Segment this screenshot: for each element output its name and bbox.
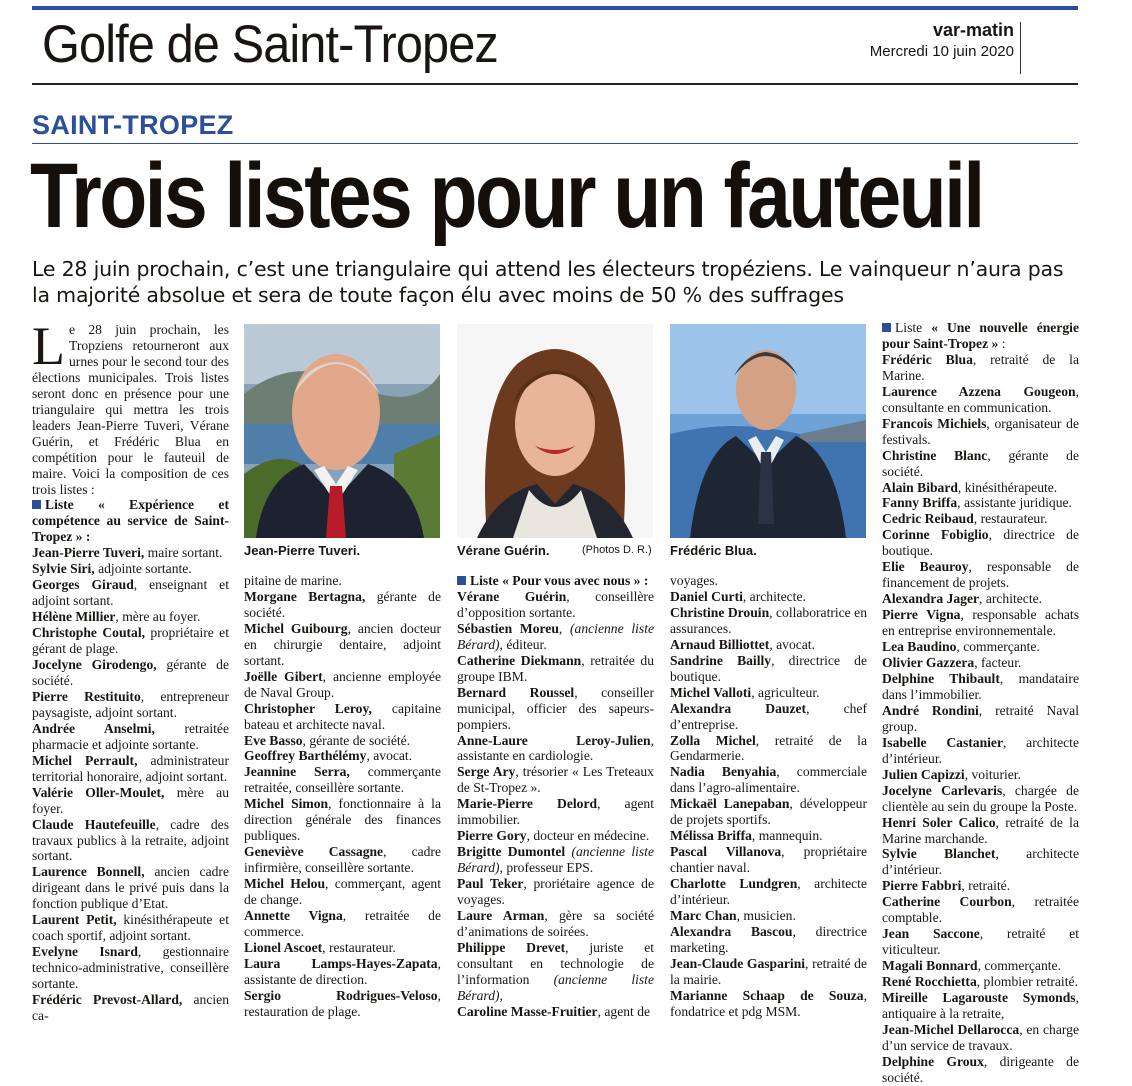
- candidate-role: , mère au foyer.: [115, 609, 201, 625]
- candidate-name: Lionel Ascoet: [244, 939, 323, 955]
- candidate-entry: [882, 527, 1079, 559]
- candidate-name: Jeannine Serra,: [244, 764, 350, 780]
- candidate-name: Annette Vigna: [244, 908, 343, 924]
- candidate-entry: [457, 1004, 654, 1020]
- candidate-name: Pierre Vigna: [882, 607, 961, 623]
- candidate-name: René Rocchietta: [882, 974, 977, 990]
- candidate-entry: [670, 924, 867, 956]
- candidate-entry: [882, 926, 1079, 958]
- kicker-rule: [32, 143, 1078, 144]
- candidate-entry: [882, 352, 1079, 384]
- candidate-role: ,: [558, 620, 571, 636]
- candidate-name: Laure Arman: [457, 908, 545, 924]
- candidate-name: Marc Chan: [670, 908, 737, 924]
- candidate-name: Michel Valloti: [670, 684, 752, 700]
- candidate-role: , assistante en cardiologie.: [457, 732, 654, 764]
- candidate-name: Alexandra Bascou: [670, 923, 793, 939]
- candidate-entry: [882, 1022, 1079, 1054]
- candidate-entry: [670, 573, 867, 589]
- candidate-entry: [244, 876, 441, 908]
- candidate-entry: [32, 689, 229, 721]
- candidate-entry: [670, 908, 867, 924]
- candidate-entry: [882, 735, 1079, 767]
- candidate-role: , restaurateur.: [973, 511, 1048, 527]
- candidate-name: Mélissa Briffa: [670, 828, 752, 844]
- candidate-role: , consultante en communication.: [882, 383, 1079, 415]
- candidate-name: Pascal Villanova: [670, 844, 782, 860]
- candidate-entry: [457, 589, 654, 621]
- top-accent-bar: [32, 6, 1078, 10]
- candidate-name: Brigitte Dumontel: [457, 844, 566, 860]
- header-rule: [32, 83, 1078, 85]
- candidate-name: Christine Blanc: [882, 447, 988, 463]
- candidate-entry: [244, 764, 441, 796]
- candidate-name: Alain Bibard: [882, 479, 958, 495]
- candidate-role: , gestionnaire technico-administrative, conseillère sortante.: [32, 944, 230, 992]
- candidate-entry: [670, 828, 867, 844]
- candidate-name: Catherine Diekmann: [457, 652, 582, 668]
- candidate-name: Evelyne Isnard: [32, 944, 138, 960]
- candidate-name: Georges Giraud: [32, 577, 134, 593]
- candidate-name: Morgane Bertagna,: [244, 588, 366, 604]
- photo-jean-pierre-tuveri: [244, 324, 440, 538]
- candidate-role: , chargée de clientèle au sein du groupe la Poste.: [882, 782, 1079, 814]
- candidate-entry: [882, 783, 1079, 815]
- candidate-name: Geneviève Cassagne: [244, 844, 384, 860]
- candidate-entry: [244, 701, 441, 733]
- candidate-role: , plombier retraité.: [976, 974, 1078, 990]
- candidate-role: kinésithérapeute et coach sportif, adjoint sortant.: [32, 912, 229, 944]
- candidate-role: maire sortant.: [144, 545, 223, 561]
- candidate-role: , assistante juridique.: [957, 495, 1072, 511]
- candidate-entry: [457, 621, 654, 653]
- candidate-name: Christopher Leroy,: [244, 700, 372, 716]
- candidate-name: Jocelyne Girodengo,: [32, 657, 157, 673]
- candidate-role: , dirigeante de société.: [882, 1053, 1079, 1085]
- article-column-4: [670, 573, 867, 1020]
- list-title-pourvous: Liste « Pour vous avec nous » :: [457, 573, 654, 589]
- candidate-entry: [670, 764, 867, 796]
- candidate-name: Laurence Azzena Gougeon: [882, 383, 1076, 399]
- bullet-square-icon: [32, 500, 41, 509]
- candidate-name: Philippe Drevet: [457, 939, 566, 955]
- candidate-role: , propriétaire chantier naval.: [670, 844, 867, 876]
- candidate-entry: [32, 944, 229, 992]
- candidate-entry: [670, 589, 867, 605]
- caption-guerin: Vérane Guérin.: [457, 543, 550, 558]
- candidate-role-end: , professeur EPS.: [499, 860, 594, 876]
- candidate-role: , facteur.: [974, 655, 1022, 671]
- candidate-entry: [882, 559, 1079, 591]
- candidate-name: Laurence Bonnell,: [32, 864, 145, 880]
- caption-blua: Frédéric Blua.: [670, 543, 757, 558]
- candidate-name: Sylvie Siri,: [32, 561, 95, 577]
- candidate-role: , antiquaire à la retraite,: [882, 990, 1079, 1021]
- candidate-role: , retraité et viticulteur.: [882, 926, 1079, 958]
- article-column-3: [457, 573, 654, 1020]
- candidate-role: , directrice de boutique.: [882, 527, 1079, 559]
- candidate-role: administrateur territorial honoraire, adjoint sortant.: [32, 752, 230, 784]
- candidate-role: , architecte.: [742, 588, 806, 604]
- candidate-role: , directrice de boutique.: [670, 652, 868, 684]
- candidate-role: , avocat.: [769, 636, 815, 652]
- candidate-role: , gérante de société.: [302, 732, 411, 748]
- candidate-name: Daniel Curti: [670, 588, 743, 604]
- candidate-name: Cedric Reibaud: [882, 511, 974, 527]
- candidate-entry: [244, 573, 441, 589]
- candidate-name: Jean Saccone: [882, 926, 980, 942]
- candidate-entry: [882, 990, 1079, 1022]
- candidate-role: , commerciale dans l’agro-alimentaire.: [670, 764, 867, 796]
- photo-credit: (Photos D. R.): [582, 544, 652, 556]
- candidate-role: , assistante de direction.: [244, 955, 441, 987]
- candidate-entry: [670, 733, 867, 765]
- candidate-name: Serge Ary: [457, 764, 516, 780]
- candidate-name: Joëlle Gibert: [244, 668, 323, 684]
- candidate-name: Pierre Gory: [457, 828, 527, 844]
- candidate-name: Laurent Petit,: [32, 912, 117, 928]
- candidate-note: (ancienne liste Bérard): [457, 844, 654, 876]
- candidate-entry: [457, 653, 654, 685]
- candidate-name: Pierre Fabbri: [882, 878, 962, 894]
- candidate-role: , entrepreneur paysagiste, adjoint sortant.: [32, 688, 229, 720]
- bullet-square-icon: [457, 576, 466, 585]
- candidate-role: , agriculteur.: [751, 684, 820, 700]
- candidate-role: , avocat.: [366, 748, 413, 764]
- candidate-role: , retraité.: [961, 878, 1011, 894]
- candidate-name: Alexandra Dauzet: [670, 700, 807, 716]
- candidate-role: , architecte d’intérieur.: [882, 734, 1079, 766]
- candidate-name: Mickaël Lanepaban: [670, 796, 790, 812]
- candidate-name: Mireille Lagarouste Symonds: [882, 990, 1076, 1006]
- candidate-entry: [457, 876, 654, 908]
- candidate-entry: [882, 639, 1079, 655]
- candidate-name: Andrée Anselmi,: [32, 720, 155, 736]
- candidate-name: Jocelyne Carlevaris: [882, 782, 1003, 798]
- candidate-name: Delphine Thibault: [882, 670, 1000, 686]
- candidate-role: , ancien docteur en chirurgie dentaire, adjoint sortant.: [244, 620, 441, 668]
- candidate-role: commerçante retraitée, conseillère sortante.: [244, 764, 441, 796]
- candidate-role: , chef d’entreprise.: [670, 700, 867, 732]
- candidate-name: Caroline Masse-Fruitier: [457, 1003, 598, 1019]
- candidate-role: , architecte.: [979, 591, 1043, 607]
- candidate-role: , commerçant, agent de change.: [244, 876, 441, 908]
- candidate-role: , conseillère d’opposition sortante.: [457, 588, 654, 620]
- candidate-role: , agent immobilier.: [457, 796, 654, 828]
- candidate-entry: [244, 733, 441, 749]
- candidate-entry: [32, 785, 229, 817]
- candidate-entry: [670, 605, 867, 637]
- article-standfirst: Le 28 juin prochain, c’est une triangulaire qui attend les électeurs tropéziens. Le vainqueur n’aura pas la majorité absolue et sera de toute façon élu avec moins de 50 % des suffrages: [32, 257, 1064, 307]
- candidate-role: , cadre des travaux publics à la retraite, adjoint sortant.: [32, 816, 229, 864]
- candidate-entry: [882, 448, 1079, 480]
- candidate-role: retraitée pharmacie et adjointe sortante.: [32, 720, 229, 752]
- candidate-entry: [670, 637, 867, 653]
- candidate-entry: [882, 846, 1079, 878]
- candidate-name: Hélène Millier: [32, 609, 116, 625]
- candidate-role: , commerçante.: [977, 958, 1061, 974]
- candidate-entry: [244, 621, 441, 669]
- candidate-name: Eve Basso: [244, 732, 303, 748]
- candidate-entry: [882, 1054, 1079, 1086]
- candidate-entry: [882, 495, 1079, 511]
- candidate-role: voyages.: [670, 573, 718, 588]
- candidate-role: , architecte d’intérieur.: [882, 846, 1079, 878]
- candidate-entry: [244, 589, 441, 621]
- candidate-entry: [457, 908, 654, 940]
- candidate-role: , mannequin.: [751, 828, 823, 844]
- candidate-entry: [882, 416, 1079, 448]
- candidate-role: , développeur de projets sportifs.: [670, 796, 867, 828]
- candidate-role: , en charge d’un service de travaux.: [882, 1021, 1079, 1053]
- candidate-role: , gérante de société.: [882, 447, 1079, 479]
- candidate-entry: [882, 974, 1079, 990]
- candidate-entry: [882, 511, 1079, 527]
- intro-text: e 28 juin prochain, les Tropziens retourneront aux urnes pour le second tour des élections municipales. Trois listes seront donc en présence pour une triangulaire qui mettra les trois leaders Jean-Pierre Tuveri, Vérane Guérin, et Frédéric Blua en compétition pour le fauteuil de maire. Voici la composition de ces trois listes :: [32, 322, 229, 497]
- candidate-role: , fonctionnaire à la direction générale des finances publiques.: [244, 796, 441, 844]
- candidate-role-end: , éditeur.: [499, 636, 547, 652]
- article-column-5: [882, 320, 1079, 1086]
- candidate-role: , retraitée du groupe IBM.: [457, 652, 655, 684]
- candidate-name: Fanny Briffa: [882, 495, 958, 511]
- candidate-role: , agent de: [597, 1003, 651, 1019]
- candidate-entry: [882, 767, 1079, 783]
- candidate-role: adjointe sortante.: [94, 561, 192, 577]
- candidate-entry: [244, 940, 441, 956]
- candidate-role: gérante de société.: [32, 657, 229, 688]
- candidate-entry: [244, 796, 441, 844]
- candidate-name: André Rondini: [882, 702, 979, 718]
- list-title-nouvelle: Liste « Une nouvelle énergie pour Saint-Tropez » :: [882, 320, 1079, 351]
- candidate-name: Henri Soler Calico: [882, 814, 996, 830]
- candidate-name: Francois Michiels: [882, 415, 987, 431]
- candidate-role: , retraitée comptable.: [882, 894, 1079, 926]
- candidate-entry: [244, 748, 441, 764]
- candidate-entry: [32, 577, 229, 609]
- candidate-role: , enseignant et adjoint sortant.: [32, 577, 229, 609]
- candidate-entry: [32, 817, 229, 865]
- candidate-role: ancien cadre dirigeant dans le privé puis dans la fonction publique d’Etat.: [32, 864, 229, 912]
- article-headline: Trois listes pour un fauteuil: [30, 145, 983, 247]
- header-divider: [1020, 22, 1021, 74]
- candidate-name: Sylvie Blanchet: [882, 846, 996, 862]
- candidate-name: Corinne Fobiglio: [882, 527, 989, 543]
- candidate-entry: [670, 701, 867, 733]
- candidate-name: Olivier Gazzera: [882, 655, 975, 671]
- candidate-name: Nadia Benyahia: [670, 764, 777, 780]
- candidate-name: Vérane Guérin: [457, 588, 567, 604]
- candidate-role: , commerçante.: [956, 639, 1040, 655]
- candidate-name: Michel Guibourg: [244, 620, 348, 636]
- candidate-role: , retraité de la mairie.: [670, 955, 867, 987]
- candidate-role: , docteur en médecine.: [526, 828, 650, 844]
- candidate-role: , conseiller municipal, officier des sapeurs-pompiers.: [457, 684, 654, 732]
- candidate-name: Isabelle Castanier: [882, 734, 1003, 750]
- candidate-name: Paul Teker: [457, 876, 524, 892]
- list-title-experience: Liste « Expérience et compétence au service de Saint-Tropez » :: [32, 497, 229, 545]
- candidate-role: , kinésithérapeute.: [957, 479, 1058, 495]
- candidate-role: , trésorier « Les Treteaux de St-Tropez ».: [457, 764, 654, 796]
- candidate-role: , architecte d’intérieur.: [670, 876, 867, 908]
- candidate-name: Marie-Pierre Delord: [457, 796, 598, 812]
- candidate-entry: [882, 384, 1079, 416]
- candidate-role: , musicien.: [736, 908, 796, 924]
- candidate-role: mère au foyer.: [32, 784, 230, 816]
- candidate-role: , responsable achats en entreprise environnementale.: [882, 607, 1079, 639]
- candidate-entry: [670, 844, 867, 876]
- candidate-name: Catherine Courbon: [882, 894, 1012, 910]
- publication-name: var-matin: [932, 20, 1014, 40]
- candidate-entry: [882, 894, 1079, 926]
- candidate-entry: [32, 912, 229, 944]
- candidate-name: Elie Beauroy: [882, 559, 969, 575]
- candidate-entry: [244, 956, 441, 988]
- article-column-1: [32, 316, 230, 1024]
- candidate-name: Alexandra Jager: [882, 591, 980, 607]
- candidate-entry: [32, 721, 229, 753]
- candidate-entry: [457, 764, 654, 796]
- photo-verane-guerin: [457, 324, 653, 538]
- candidate-entry: [244, 908, 441, 940]
- candidate-role: , proriétaire agence de voyages.: [457, 876, 654, 908]
- candidate-entry: [457, 940, 654, 1004]
- candidate-entry: [882, 655, 1079, 671]
- candidate-role: , restauration de plage.: [244, 987, 441, 1019]
- candidate-note: (ancienne liste Bérard),: [457, 971, 654, 1003]
- candidate-entry: [32, 657, 229, 689]
- candidate-role: , organisateur de festivals.: [882, 415, 1079, 447]
- candidate-name: Sergio Rodrigues-Veloso: [244, 987, 438, 1003]
- candidate-note: (ancienne liste Bérard): [457, 620, 655, 652]
- candidate-entry: [882, 671, 1079, 703]
- candidate-name: Anne-Laure Leroy-Julien: [457, 732, 651, 748]
- candidate-entry: [670, 876, 867, 908]
- candidate-role: , responsable de financement de projets.: [882, 559, 1079, 591]
- candidate-entry: [670, 956, 867, 988]
- candidate-entry: [32, 864, 229, 912]
- article-column-2: [244, 573, 441, 1020]
- candidate-role: , retraité de la Gendarmerie.: [670, 732, 867, 764]
- candidate-name: Frédéric Prevost-Allard,: [32, 992, 183, 1008]
- candidate-name: Sébastien Moreu: [457, 620, 559, 636]
- candidate-role: , fondatrice et pdg MSM.: [670, 987, 867, 1019]
- candidate-role: , retraité de la Marine marchande.: [882, 814, 1079, 846]
- candidate-entry: [457, 828, 654, 844]
- section-title: Golfe de Saint-Tropez: [42, 15, 498, 74]
- candidate-role: , juriste et consultant en technologie de l’information: [457, 939, 654, 987]
- candidate-name: Bernard Roussel: [457, 684, 575, 700]
- candidate-entry: [32, 992, 229, 1024]
- candidate-role: , restaurateur.: [322, 939, 396, 955]
- candidate-entry: [882, 607, 1079, 639]
- candidate-role: , collaboratrice en assurances.: [670, 604, 868, 636]
- candidate-name: Michel Simon: [244, 796, 329, 812]
- candidate-entry: [670, 685, 867, 701]
- candidate-role: , directrice marketing.: [670, 923, 867, 955]
- candidate-role: pitaine de marine.: [244, 573, 342, 588]
- candidate-entry: [882, 480, 1079, 496]
- candidate-name: Julien Capizzi: [882, 766, 965, 782]
- candidate-entry: [882, 958, 1079, 974]
- candidate-name: Pierre Restituito: [32, 688, 141, 704]
- candidate-role: gérante de société.: [244, 588, 441, 620]
- publication-date: Mercredi 10 juin 2020: [869, 43, 1014, 60]
- photo-frederic-blua: [670, 324, 866, 538]
- candidate-role: , cadre infirmière, conseillère sortante.: [244, 844, 441, 876]
- candidate-role: propriétaire et gérant de plage.: [32, 625, 229, 657]
- candidate-role: , ancienne employée de Naval Group.: [244, 668, 442, 700]
- candidate-name: Christine Drouin: [670, 604, 770, 620]
- candidate-entry: [670, 988, 867, 1020]
- candidate-entry: [457, 796, 654, 828]
- candidate-name: Geoffrey Barthélémy: [244, 748, 367, 764]
- candidate-name: Sandrine Bailly: [670, 652, 772, 668]
- article-kicker: SAINT-TROPEZ: [32, 110, 234, 140]
- candidate-entry: [670, 653, 867, 685]
- candidate-name: Laura Lamps-Hayes-Zapata: [244, 955, 438, 971]
- candidate-role: , gère sa société d’animations de soirées.: [457, 908, 654, 939]
- candidate-entry: [244, 669, 441, 701]
- candidate-entry: [244, 844, 441, 876]
- caption-tuveri: Jean-Pierre Tuveri.: [244, 543, 361, 558]
- candidate-entry: [244, 988, 441, 1020]
- candidate-name: Claude Hautefeuille: [32, 816, 156, 832]
- candidate-entry: [457, 844, 654, 876]
- candidate-name: Lea Baudino: [882, 639, 957, 655]
- candidate-name: Jean-Michel Dellarocca: [882, 1021, 1020, 1037]
- candidate-role: , mandataire dans l’immobilier.: [882, 670, 1079, 702]
- candidate-name: Arnaud Billiottet: [670, 636, 770, 652]
- candidate-role: , retraité Naval group.: [882, 702, 1079, 734]
- candidate-entry: [32, 545, 229, 561]
- candidate-entry: [882, 703, 1079, 735]
- candidate-entry: [882, 591, 1079, 607]
- candidate-entry: [32, 625, 229, 657]
- bullet-square-icon: [882, 323, 891, 332]
- candidate-role: , voiturier.: [964, 766, 1021, 782]
- candidate-role: ancien ca-: [32, 992, 229, 1023]
- candidate-name: Valérie Oller-Moulet,: [32, 784, 165, 800]
- candidate-name: Delphine Groux: [882, 1053, 984, 1069]
- candidate-name: Marianne Schaap de Souza: [670, 987, 864, 1003]
- candidate-role: , retraitée de commerce.: [244, 908, 441, 939]
- candidate-role: , retraité de la Marine.: [882, 351, 1079, 383]
- candidate-name: Jean-Claude Gasparini: [670, 955, 806, 971]
- candidate-name: Frédéric Blua: [882, 351, 973, 367]
- candidate-name: Michel Perrault,: [32, 752, 138, 768]
- candidate-name: Zolla Michel: [670, 732, 756, 748]
- candidate-entry: [32, 561, 229, 577]
- candidate-name: Jean-Pierre Tuveri,: [32, 545, 145, 561]
- candidate-name: Charlotte Lundgren: [670, 876, 798, 892]
- candidate-entry: [457, 733, 654, 765]
- candidate-name: Magali Bonnard: [882, 958, 978, 974]
- candidate-name: Michel Helou: [244, 876, 326, 892]
- candidate-entry: [32, 753, 229, 785]
- candidate-entry: [670, 796, 867, 828]
- candidate-entry: [882, 815, 1079, 847]
- candidate-entry: [882, 878, 1079, 894]
- drop-cap: L: [32, 316, 65, 376]
- article-intro: [32, 316, 229, 497]
- candidate-entry: [32, 609, 229, 625]
- candidate-role: capitaine bateau et architecte naval.: [244, 700, 441, 732]
- candidate-entry: [457, 685, 654, 733]
- candidate-name: Christophe Coutal,: [32, 625, 146, 641]
